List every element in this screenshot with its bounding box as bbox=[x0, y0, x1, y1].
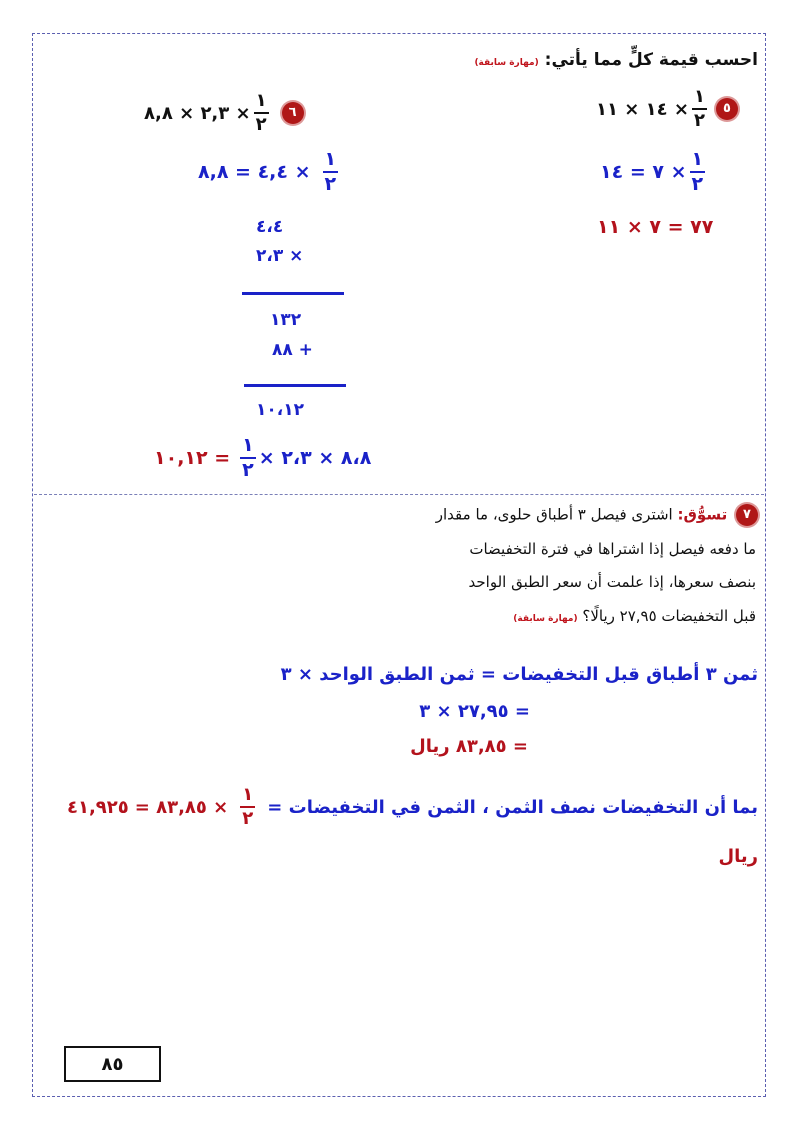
q6-final-left: ١٠,١٢ = bbox=[154, 447, 231, 469]
line4-calc: × ٨٣,٨٥ = bbox=[134, 796, 229, 818]
q5-step1: ٧ = ١٤ × $\frac{١}{٢}$ bbox=[600, 148, 704, 195]
line4-result: ٤١,٩٢٥ bbox=[66, 796, 129, 818]
q6-fraction: $\frac{١}{٢}$ bbox=[255, 90, 267, 135]
q7-line-3: بنصف سعرها، إذا علمت أن سعر الطبق الواحد bbox=[468, 573, 756, 591]
q5-expression bbox=[596, 88, 738, 130]
q5-badge: ٥ bbox=[716, 98, 738, 120]
mult-partial-1: ١٣٢ bbox=[270, 310, 302, 330]
q6-final-right: × ٨،٨ × ٢،٣ bbox=[258, 447, 372, 469]
q6-step1: ٤,٤ = ٨,٨ × $\frac{١}{٢}$ bbox=[198, 148, 337, 195]
solution-line-1: ثمن ٣ أطباق قبل التخفيضات = ثمن الطبق الواحد × ٣ bbox=[280, 664, 758, 685]
mult-second: ٢،٣ × bbox=[256, 246, 304, 266]
q5-expr: ١٤ × ١١ × bbox=[596, 98, 689, 120]
instruction: احسب قيمة كلٍّ مما يأتي: (مهارة سابقة) bbox=[474, 50, 758, 70]
q7-skill-tag: (مهارة سابقة) bbox=[513, 614, 578, 624]
q6-expr: ٢,٣ × ٨,٨ × bbox=[144, 102, 251, 124]
page-number: ٨٥ bbox=[64, 1046, 161, 1082]
q7-title: تسوُّق: bbox=[677, 505, 728, 524]
q7-line-4: قبل التخفيضات ٢٧,٩٥ ريالًا؟ (مهارة سابقة) bbox=[513, 607, 756, 625]
q6-badge: ٦ bbox=[282, 102, 304, 124]
solution-line-3: = ٨٣,٨٥ ريال bbox=[410, 736, 528, 757]
mult-partial-2: ٨٨ + bbox=[272, 340, 313, 360]
q7-line-1: ٧ تسوُّق: اشترى فيصل ٣ أطباق حلوى، ما مقدار bbox=[436, 504, 758, 526]
line4-text: بما أن التخفيضات نصف الثمن ، الثمن في التخفيضات = bbox=[267, 796, 758, 818]
section-divider bbox=[34, 494, 764, 495]
mult-rule-1 bbox=[242, 292, 344, 295]
q5-fraction: $\frac{١}{٢}$ bbox=[693, 86, 705, 131]
q5-step2: ٧٧ = ٧ × ١١ bbox=[597, 216, 714, 238]
q6-expression bbox=[144, 92, 304, 134]
solution-line-2: = ٢٧,٩٥ × ٣ bbox=[419, 701, 530, 722]
mult-rule-2 bbox=[244, 384, 346, 387]
solution-line-5: ريال bbox=[718, 846, 758, 867]
q6-final: ١٠,١٢ = $\frac{١}{٢}$ × ٨،٨ × ٢،٣ bbox=[154, 434, 372, 481]
q7-badge: ٧ bbox=[736, 504, 758, 526]
mult-result: ١٠،١٢ bbox=[256, 400, 304, 420]
q7-line-2: ما دفعه فيصل إذا اشتراها في فترة التخفيضات bbox=[469, 540, 756, 558]
solution-line-4: بما أن التخفيضات نصف الثمن ، الثمن في التخفيضات = $\frac{١}{٢}$ × ٨٣,٨٥ = ٤١,٩٢٥ bbox=[66, 784, 758, 829]
skill-tag: (مهارة سابقة) bbox=[474, 58, 539, 68]
mult-top: ٤،٤ bbox=[256, 217, 284, 237]
